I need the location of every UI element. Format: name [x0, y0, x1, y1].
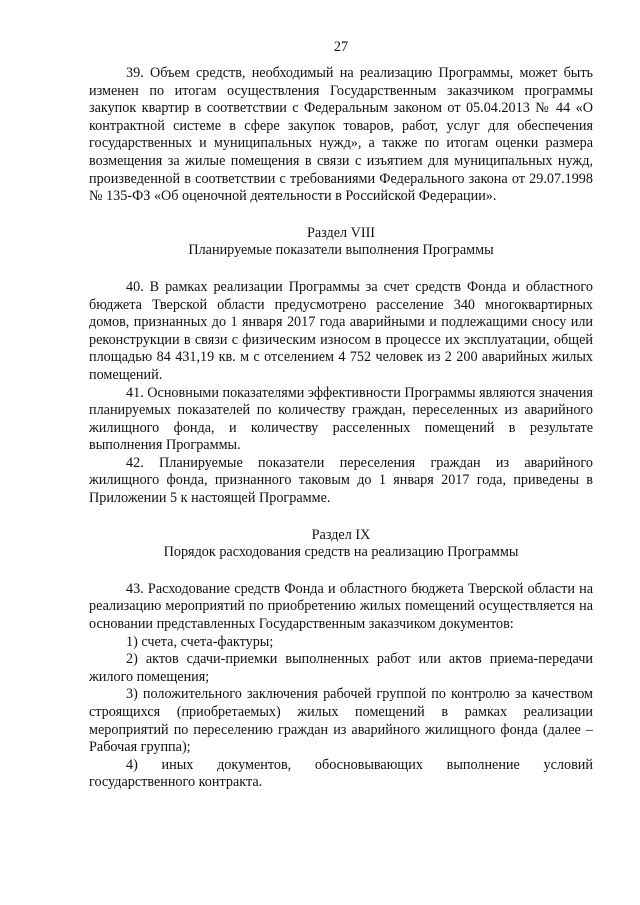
paragraph-41: 41. Основными показателями эффективности Программы являются значения планируемых показателей по количеству граждан, переселенных из аварийного жилищного фонда, и количеству расселенных помещений в результате выполнения Программы. [89, 384, 593, 454]
list-item: 2) актов сдачи-приемки выполненных работ или актов приема-передачи жилого помещения; [89, 651, 593, 685]
paragraph-43: 43. Расходование средств Фонда и областного бюджета Тверской области на реализацию мероприятий по приобретению жилых помещений осуществляется на основании представленных Государственным заказчиком документов: [89, 580, 593, 633]
list-item: 1) счета, счета-фактуры; [126, 633, 274, 650]
list-item: 4) иных документов, обосновывающих выполнение условий государственного контракта. [89, 756, 593, 791]
section-8-number: Раздел VIII [306, 224, 376, 241]
document-list [89, 634, 593, 792]
list-item: 3) положительного заключения рабочей группой по контролю за качеством строящихся (приобретаемых) жилых помещений в рамках реализации мероприятий по переселению граждан из аварийного жилищного фонда (далее – Рабочая группа); [89, 686, 593, 756]
section-9-title: Порядок расходования средств на реализацию Программы [163, 544, 519, 561]
page-number: 27 [333, 39, 349, 55]
section-9-number: Раздел IX [311, 526, 371, 543]
paragraph-40: 40. В рамках реализации Программы за счет средств Фонда и областного бюджета Тверской области предусмотрено расселение 340 многоквартирных домов, признанных до 1 января 2017 года аварийными и подлежащими сносу или реконструкции в связи с физическим износом в процессе их эксплуатации, общей площадью 84 431,19 кв. м с отселением 4 752 человек из 2 200 аварийных жилых помещений. [89, 278, 593, 383]
paragraph-42: 42. Планируемые показатели переселения граждан из аварийного жилищного фонда, признанного таковым до 1 января 2017 года, приведены в Приложении 5 к настоящей Программе. [89, 454, 593, 507]
paragraph-39: 39. Объем средств, необходимый на реализацию Программы, может быть изменен по итогам осуществления Государственным заказчиком программы закупок квартир в соответствии с Федеральным законом от 05.04.2013 № 44 «О контрактной системе в сфере закупок товаров, работ, услуг для обеспечения государственных и муниципальных нужд», а также по итогам оценки размера возмещения за жилые помещения в связи с изъятием для муниципальных нужд, произведенной в соответствии с требованиями Федерального закона от 29.07.1998 № 135-ФЗ «Об оценочной деятельности в Российской Федерации». [89, 65, 593, 205]
section-8-title: Планируемые показатели выполнения Программы [188, 242, 494, 259]
